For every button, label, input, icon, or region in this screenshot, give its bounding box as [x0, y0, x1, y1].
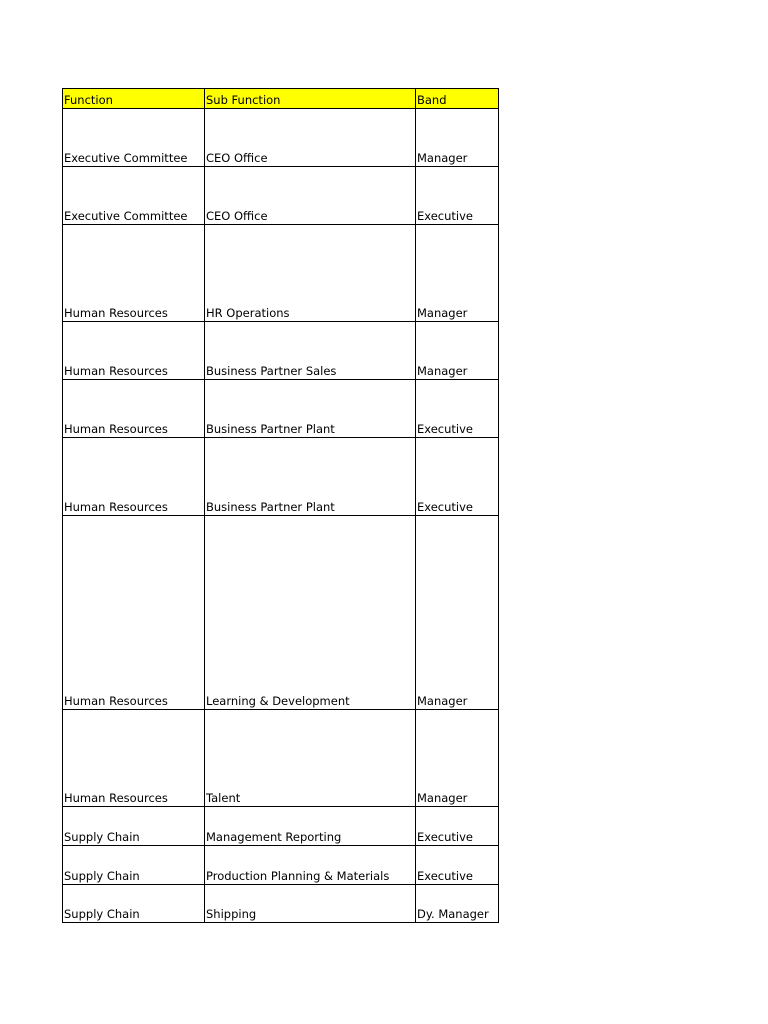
table-row	[63, 225, 499, 322]
function-cell: Supply Chain	[63, 846, 205, 885]
function-cell: Supply Chain	[63, 807, 205, 846]
band-cell: Executive	[416, 807, 499, 846]
sub-function-cell: HR Operations	[205, 225, 416, 322]
sub-function-cell: Business Partner Sales	[205, 322, 416, 380]
function-cell: Executive Committee	[63, 109, 205, 167]
band-cell: Executive	[416, 438, 499, 516]
function-cell: Human Resources	[63, 710, 205, 807]
table-row	[63, 380, 499, 438]
band-cell: Manager	[416, 109, 499, 167]
table-row	[63, 438, 499, 516]
function-cell: Human Resources	[63, 380, 205, 438]
function-cell: Supply Chain	[63, 885, 205, 923]
sub-function-cell: Business Partner Plant	[205, 438, 416, 516]
sub-function-cell: Management Reporting	[205, 807, 416, 846]
band-cell: Manager	[416, 322, 499, 380]
column-header-band: Band	[416, 89, 499, 109]
band-cell: Manager	[416, 710, 499, 807]
sub-function-cell: Talent	[205, 710, 416, 807]
header-row	[63, 89, 499, 109]
sub-function-cell: CEO Office	[205, 167, 416, 225]
table-row	[63, 846, 499, 885]
sub-function-cell: CEO Office	[205, 109, 416, 167]
data-table	[62, 88, 499, 923]
band-cell: Manager	[416, 225, 499, 322]
table-row	[63, 516, 499, 710]
function-cell: Human Resources	[63, 516, 205, 710]
band-cell: Manager	[416, 516, 499, 710]
sub-function-cell: Production Planning & Materials	[205, 846, 416, 885]
table-row	[63, 710, 499, 807]
band-cell: Executive	[416, 167, 499, 225]
function-cell: Human Resources	[63, 438, 205, 516]
table-row	[63, 807, 499, 846]
sub-function-cell: Shipping	[205, 885, 416, 923]
band-cell: Executive	[416, 846, 499, 885]
band-cell: Executive	[416, 380, 499, 438]
column-header-sub-function: Sub Function	[205, 89, 416, 109]
table-row	[63, 109, 499, 167]
sub-function-cell: Learning & Development	[205, 516, 416, 710]
table-row	[63, 322, 499, 380]
function-cell: Human Resources	[63, 322, 205, 380]
band-cell: Dy. Manager	[416, 885, 499, 923]
sub-function-cell: Business Partner Plant	[205, 380, 416, 438]
function-cell: Executive Committee	[63, 167, 205, 225]
function-cell: Human Resources	[63, 225, 205, 322]
table-row	[63, 167, 499, 225]
column-header-function: Function	[63, 89, 205, 109]
table-row	[63, 885, 499, 923]
